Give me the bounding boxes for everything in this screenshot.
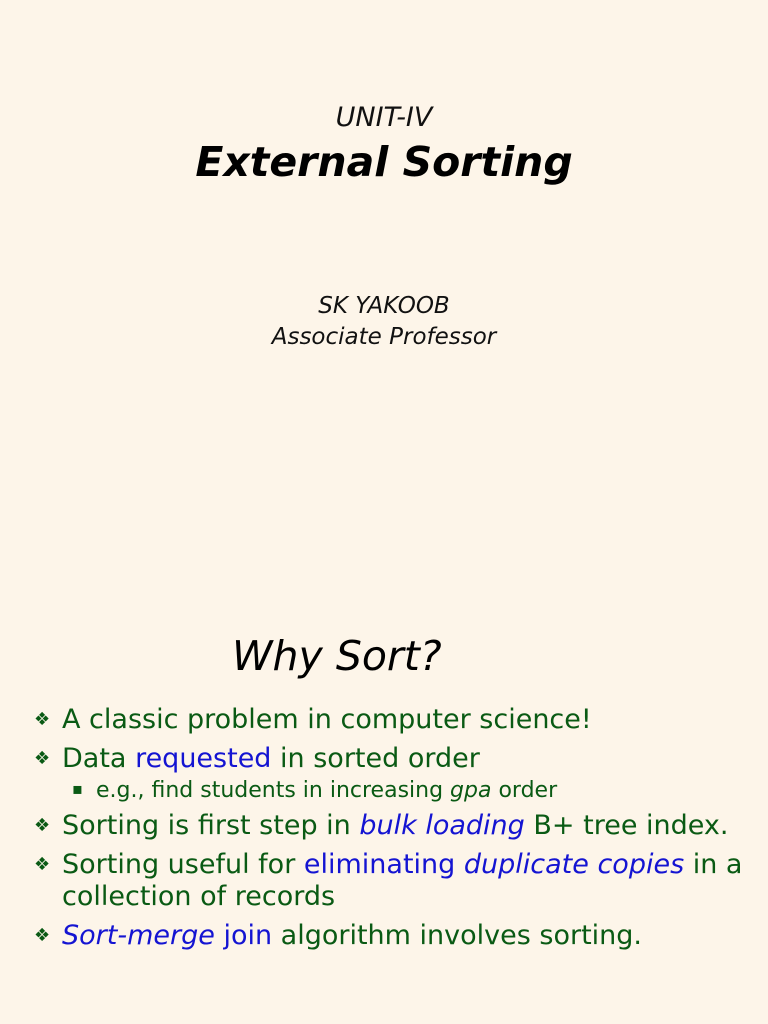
bullet-text: Sorting useful for (62, 849, 304, 880)
list-item (34, 704, 754, 736)
bullet-text: A classic problem in computer science! (62, 704, 592, 735)
list-item (34, 849, 754, 913)
author-role: Associate Professor (271, 324, 497, 350)
slide-heading: Why Sort? (232, 632, 442, 680)
slide-title: External Sorting (195, 138, 573, 186)
diamond-bullet-icon: ❖ (34, 709, 51, 730)
bullet-text: Sorting is first step in (62, 810, 360, 841)
sub-text: e.g., find students in increasing (96, 778, 451, 803)
bullet-text: in sorted order (271, 743, 480, 774)
highlight-text: join (214, 920, 273, 951)
highlight-text: eliminating (303, 849, 464, 880)
author-name: SK YAKOOB (318, 293, 450, 319)
list-item (34, 743, 754, 775)
diamond-bullet-icon: ❖ (34, 748, 51, 769)
diamond-bullet-icon: ❖ (34, 815, 51, 836)
sub-list-item (34, 776, 754, 806)
list-item (34, 920, 754, 952)
list-item (34, 810, 754, 842)
diamond-bullet-icon: ❖ (34, 925, 51, 946)
sub-text: order (491, 778, 558, 803)
highlight-text: requested (135, 743, 272, 774)
why-sort-slide (0, 620, 768, 1024)
bullet-text: Data (62, 743, 136, 774)
bullet-text: algorithm involves sorting. (272, 920, 643, 951)
bullet-list (34, 704, 754, 959)
square-bullet-icon: ▪ (72, 779, 83, 798)
sub-emphasis: gpa (450, 778, 492, 803)
highlight-text: Sort-merge (62, 920, 215, 951)
highlight-text: duplicate copies (463, 849, 685, 880)
highlight-text: bulk loading (359, 810, 525, 841)
bullet-text: in a collection of records (62, 849, 743, 912)
bullet-text: B+ tree index. (524, 810, 729, 841)
unit-label: UNIT-IV (335, 102, 433, 133)
author-block (0, 291, 768, 353)
diamond-bullet-icon: ❖ (34, 854, 51, 875)
